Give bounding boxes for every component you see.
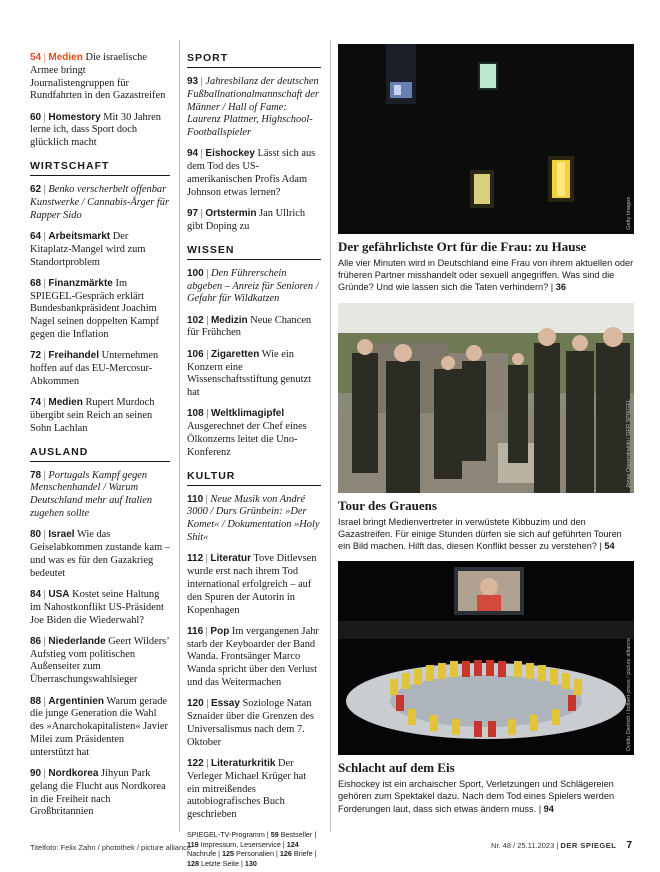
page-number: 7 [626, 840, 632, 851]
entry-text: Neue Musik von André 3000 / Durs Grünbein: »Der Komet« / Dokumentation »Holy Shit« [187, 493, 320, 544]
column-divider [179, 40, 180, 832]
page-footer: Nr. 48 / 25.11.2023 | DER SPIEGEL 7 [491, 840, 632, 851]
entry-page-number: 100 [187, 267, 204, 279]
section-heading-wissen: WISSEN [187, 244, 321, 260]
toc-entry[interactable]: 68 | Finanzmärkte Im SPIEGEL-Gespräch erklärt Bundesbankpräsident Joachim Nagel seinen doppelten Kampf gegen die Inflation [30, 277, 159, 341]
entry-text: Wie ein Konzern eine Wissenschaftsstiftung genutzt hat [187, 348, 311, 399]
story-teaser: Alle vier Minuten wird in Deutschland eine Frau von ihrem aktuellen oder früheren Partner misshandelt oder sexuell angegriffen. Was sind die Gründe? Und wie lassen sich die Taten verhindern? | 36 [338, 258, 634, 293]
toc-entry[interactable]: 90 | Nordkorea Jihyun Park gelang die Flucht aus Nordkorea in die Freiheit nach Großbritannien [30, 768, 166, 818]
entry-section: Argentinien [48, 695, 104, 707]
windows-night-illustration [338, 44, 634, 234]
entry-text: Portugals Kampf gegen Menschenhandel / Warum Deutschland mehr auf Italien zugehen sollte [30, 469, 153, 520]
entry-section: Medien [48, 52, 83, 63]
entry-page-number: 80 [30, 529, 42, 541]
entry-page-number: 97 [187, 208, 199, 220]
story-title: Der gefährlichste Ort für die Frau: zu Hause [338, 239, 587, 254]
entry-page-number: 94 [187, 148, 199, 160]
entry-section: Nordkorea [48, 768, 99, 780]
toc-entry[interactable]: 74 | Medien Rupert Murdoch übergibt sein Reich an seinen Sohn Lachlan [30, 397, 155, 434]
regular-features-list [187, 830, 321, 868]
entry-page-number: 72 [30, 350, 42, 362]
photo-credit: Getty Images [626, 197, 632, 230]
entry-section: Medien [48, 397, 83, 409]
feature-item[interactable]: SPIEGEL-TV-Programm | 59 [187, 830, 279, 840]
toc-entry[interactable]: 108 | Weltklimagipfel Ausgerechnet der Chef eines Ölkonzerns leitet die Uno-Konferenz [187, 408, 307, 458]
entry-page-number: 54 [30, 52, 42, 63]
photo-credit: Ovidiu Dietrich / kolbert-press / picture alliance [626, 637, 632, 752]
feature-item[interactable]: Briefe | 128 [187, 849, 317, 868]
entry-text: Im vergangenen Jahr starb der Keyboarder der Band Wanda. Frontsänger Marco Wanda spricht über den Verlust und das Weitermachen [187, 625, 319, 688]
entry-text: Jihyun Park gelang die Flucht aus Nordkorea in die Freiheit nach Großbritannien [30, 768, 166, 818]
entry-page-number: 62 [30, 184, 42, 196]
toc-column-2 [187, 52, 321, 868]
entry-text: Der Verleger Michael Krüger hat ein mitreißendes autobiografisches Buch geschrieben [187, 757, 307, 821]
toc-entry[interactable]: 100 | Den Führerschein abgeben – Anreiz für Senioren / Gefahr für Wildkatzen [187, 267, 319, 305]
toc-column-1 [30, 52, 170, 828]
entry-section: Essay [210, 698, 240, 710]
toc-entry[interactable]: 110 | Neue Musik von André 3000 / Durs Grünbein: »Der Komet« / Dokumentation »Holy Shit« [187, 493, 320, 544]
story-page-number: 36 [555, 282, 566, 293]
entry-section: Israel [48, 529, 75, 541]
entry-section: Weltklimagipfel [210, 408, 285, 420]
press-tour-illustration [338, 303, 634, 493]
entry-page-number: 84 [30, 589, 42, 600]
entry-section: Arbeitsmarkt [48, 230, 111, 242]
entry-text: Die israelische Armee bringt Journalistengruppen für Rundfahrten in den Gazastreifen [30, 52, 166, 102]
section-heading-ausland: AUSLAND [30, 446, 170, 462]
entry-text: Lässt sich aus dem Tod des US-amerikanischen Profis Adam Johnson etwas lernen? [187, 148, 316, 198]
entry-text: Wie das Geiselabkommen zustande kam – und was es für den Gazakrieg bedeutet [30, 529, 170, 579]
toc-entry[interactable]: 80 | Israel Wie das Geiselabkommen zustande kam – und was es für den Gazakrieg bedeutet [30, 529, 170, 579]
feature-item[interactable]: Letzte Seite | 130 [201, 858, 257, 868]
toc-entry[interactable]: 88 | Argentinien Warum gerade die junge Generation die Wahl des »Anarchokapitalisten« Javier Milei zum Präsidenten unterstützt hat [30, 695, 168, 758]
feature-page: 125 [222, 849, 235, 859]
entry-page-number: 68 [30, 277, 42, 289]
entry-page-number: 78 [30, 469, 42, 481]
feature-item[interactable]: Personalien | 126 [236, 849, 292, 859]
entry-text: Kostet seine Haltung im Nahostkonflikt US-Präsident Joe Biden die Wiederwahl? [30, 589, 164, 626]
toc-entry[interactable]: 54 | Medien Die israelische Armee bringt Journalistengruppen für Rundfahrten in den Gazastreifen [30, 52, 166, 102]
entry-section: Ortstermin [205, 208, 257, 220]
entry-section: USA [48, 589, 70, 600]
toc-entry[interactable]: 62 | Benko verscherbelt offenbar Kunstwerke / Cannabis-Ärger für Rapper Sido [30, 184, 170, 221]
toc-entry[interactable]: 106 | Zigaretten Wie ein Konzern eine Wissenschaftsstiftung genutzt hat [187, 348, 311, 399]
entry-page-number: 74 [30, 397, 42, 409]
feature-item[interactable]: Nachrufe | 125 [187, 849, 235, 859]
entry-section: Pop [210, 625, 230, 637]
featured-stories-column [338, 44, 634, 815]
feature-label: Letzte Seite [201, 858, 239, 868]
entry-page-number: 86 [30, 635, 42, 647]
feature-label: Bestseller [280, 830, 313, 840]
photo-press-tour [338, 303, 634, 493]
entry-text: Benko verscherbelt offenbar Kunstwerke / Cannabis-Ärger für Rapper Sido [30, 184, 170, 221]
entry-text: Unternehmen hoffen auf das EU-Mercosur-Abkommen [30, 350, 159, 387]
magazine-brand: DER SPIEGEL [560, 841, 617, 850]
story-teaser: Israel bringt Medienvertreter in verwüstete Kibbuzim und den Gazastreifen. Für einige Stunden dürfen sie sich auf geführten Touren ein Bild machen. Hilft das, diesen Konflikt besser zu verstehen? | 54 [338, 516, 622, 552]
entry-text: Warum gerade die junge Generation die Wahl des »Anarchokapitalisten« Javier Milei zum Präsidenten unterstützt hat [30, 695, 168, 758]
toc-entry[interactable]: 97 | Ortstermin Jan Ullrich gibt Doping zu [187, 208, 306, 232]
feature-label: Impressum, Leserservice [200, 839, 281, 849]
entry-section: Zigaretten [210, 348, 260, 360]
entry-text: Mit 30 Jahren lerne ich, dass Sport doch glücklich macht [30, 111, 161, 149]
cover-photo-credit: Titelfoto: Felix Zahn / photothek / picture alliance [30, 843, 192, 852]
entry-text: Jahresbilanz der deutschen Fußballnationalmannschaft der Männer / Hall of Fame: Laurenz Plattner, Highschool-Footballspieler [187, 76, 319, 139]
toc-entry[interactable]: 86 | Niederlande Geert Wilders’ Aufstieg vom politischen Außenseiter zum Überraschungswahlsieger [30, 635, 169, 686]
entry-page-number: 108 [187, 408, 204, 420]
story-teaser: Eishockey ist ein archaischer Sport, Verletzungen und Schlägereien gehören zum Spektakel dazu. Nach dem Tod eines Spielers werden Forderungen laut, dass sich etwas ändern muss. | 94 [338, 779, 615, 814]
toc-entry[interactable]: 60 | Homestory Mit 30 Jahren lerne ich, dass Sport doch glücklich macht [30, 111, 161, 149]
entry-section: Literaturkritik [210, 757, 276, 769]
section-heading-kultur: KULTUR [187, 470, 321, 486]
feature-label: SPIEGEL-TV-Programm [187, 830, 265, 840]
toc-entry[interactable]: 122 | Literaturkritik Der Verleger Michael Krüger hat ein mitreißendes autobiografisches Buch geschrieben [187, 757, 307, 821]
entry-section: Niederlande [48, 635, 106, 647]
entry-text: Den Führerschein abgeben – Anreiz für Senioren / Gefahr für Wildkatzen [187, 267, 319, 305]
feature-page: 119 [187, 839, 199, 849]
entry-text: Ausgerechnet der Chef eines Ölkonzerns leitet die Uno-Konferenz [187, 421, 307, 458]
entry-text: Jan Ullrich gibt Doping zu [187, 208, 306, 232]
photo-credit: Jonas Opperskalski / DER SPIEGEL [626, 399, 632, 489]
photo-windows-night [338, 44, 634, 234]
feature-page: 130 [244, 858, 257, 868]
entry-page-number: 106 [187, 348, 204, 360]
feature-label: Personalien [236, 849, 275, 859]
entry-section: Medizin [210, 314, 248, 326]
entry-page-number: 90 [30, 768, 42, 780]
entry-page-number: 60 [30, 111, 42, 123]
ice-hockey-illustration [338, 561, 634, 755]
entry-text: Neue Chancen für Frühchen [187, 314, 312, 339]
entry-page-number: 88 [30, 695, 42, 707]
entry-section: Finanzmärkte [48, 277, 113, 289]
entry-page-number: 93 [187, 76, 199, 87]
feature-page: 59 [270, 830, 279, 840]
section-heading-wirtschaft: WIRTSCHAFT [30, 160, 170, 176]
photo-ice-hockey [338, 561, 634, 755]
feature-page: 126 [279, 849, 292, 859]
entry-text: Tove Ditlevsen wurde erst nach ihrem Tod international erfolgreich – auf den Spuren der Autorin in Kopenhagen [187, 553, 317, 616]
toc-entry[interactable]: 78 | Portugals Kampf gegen Menschenhandel / Warum Deutschland mehr auf Italien zugehen sollte [30, 469, 153, 520]
toc-entry[interactable]: 64 | Arbeitsmarkt Der Kitaplatz-Mangel wird zum Standortproblem [30, 230, 146, 268]
entry-page-number: 112 [187, 553, 204, 565]
toc-entry[interactable]: 94 | Eishockey Lässt sich aus dem Tod des US-amerikanischen Profis Adam Johnson etwas lernen? [187, 148, 316, 198]
entry-section: Literatur [210, 553, 251, 565]
toc-entry[interactable]: 102 | Medizin Neue Chancen für Frühchen [187, 314, 312, 339]
feature-label: Nachrufe [187, 849, 217, 859]
toc-entry[interactable]: 120 | Essay Soziologe Natan Sznaider über die Grenzen des Universalismus nach dem 7. Oktober [187, 698, 314, 748]
story-page-number: 94 [543, 803, 554, 814]
section-heading-sport: SPORT [187, 52, 321, 68]
feature-item[interactable]: Impressum, Leserservice | 124 [200, 839, 299, 849]
toc-entry[interactable]: 84 | USA Kostet seine Haltung im Nahostkonflikt US-Präsident Joe Biden die Wiederwahl? [30, 589, 164, 626]
entry-text: Der Kitaplatz-Mangel wird zum Standortproblem [30, 230, 146, 268]
entry-page-number: 120 [187, 698, 204, 710]
feature-item[interactable]: Bestseller | 119 [187, 830, 317, 849]
feature-page: 124 [286, 839, 299, 849]
entry-text: Im SPIEGEL-Gespräch erklärt Bundesbankpräsident Joachim Nagel seinen doppelten Kampf gegen die Inflation [30, 277, 159, 341]
story-page-number: 54 [604, 541, 615, 552]
entry-text: Geert Wilders’ Aufstieg vom politischen Außenseiter zum Überraschungswahlsieger [30, 635, 169, 686]
issue-date: Nr. 48 / 25.11.2023 [491, 841, 555, 850]
toc-entry[interactable]: 112 | Literatur Tove Ditlevsen wurde erst nach ihrem Tod international erfolgreich – auf den Spuren der Autorin in Kopenhagen [187, 553, 317, 616]
entry-page-number: 122 [187, 757, 204, 769]
entry-section: Eishockey [205, 148, 255, 160]
column-divider [330, 40, 331, 832]
entry-page-number: 116 [187, 625, 204, 637]
entry-section: Homestory [48, 111, 101, 123]
entry-page-number: 64 [30, 230, 42, 242]
story-title: Tour des Grauens [338, 497, 437, 513]
toc-entry[interactable]: 72 | Freihandel Unternehmen hoffen auf das EU-Mercosur-Abkommen [30, 350, 159, 387]
entry-text: Rupert Murdoch übergibt sein Reich an seinen Sohn Lachlan [30, 397, 155, 434]
feature-label: Briefe [293, 849, 313, 859]
entry-section: Freihandel [48, 350, 99, 362]
entry-text: Soziologe Natan Sznaider über die Grenzen des Universalismus nach dem 7. Oktober [187, 698, 314, 748]
feature-page: 128 [187, 858, 199, 868]
entry-page-number: 110 [187, 493, 204, 505]
entry-page-number: 102 [187, 314, 204, 326]
toc-entry[interactable]: 116 | Pop Im vergangenen Jahr starb der Keyboarder der Band Wanda. Frontsänger Marco Wanda spricht über den Verlust und das Weitermachen [187, 625, 319, 688]
story-title: Schlacht auf dem Eis [338, 760, 455, 776]
toc-entry[interactable]: 93 | Jahresbilanz der deutschen Fußballnationalmannschaft der Männer / Hall of Fame: Laurenz Plattner, Highschool-Footballspieler [187, 76, 319, 139]
